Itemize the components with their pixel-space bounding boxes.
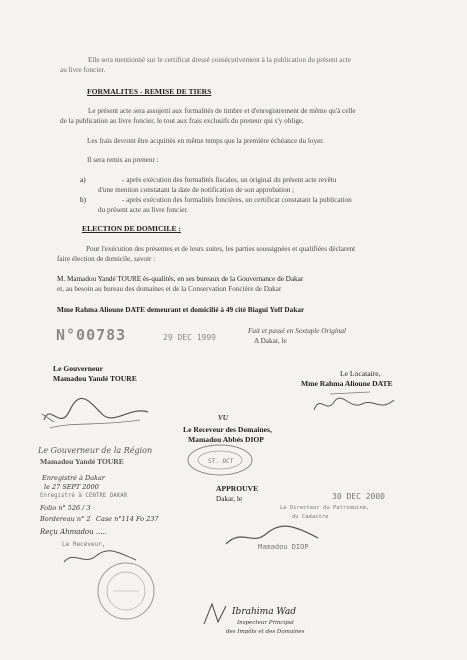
section-heading-formalites: FORMALITES - REMISE DE TIERS — [87, 87, 212, 96]
approuve-name: Mamadou DIOP — [258, 543, 309, 551]
text-line-intro-1: Elle sera mentionné sur le certificat dressé consécutivement à la publication du présent acte — [88, 56, 351, 64]
fait-passe-line: Fait et passé en Sextuple Original — [248, 327, 347, 335]
list-marker-b: b) — [80, 196, 86, 204]
governor-name: Mamadou Yandé TOURE — [53, 374, 137, 383]
governor-stamp-line-2: Mamadou Yandé TOURE — [40, 457, 124, 466]
text-line-e1: Pour l'exécution des présentes et de leurs suites, les parties soussignées et qualifiées déclarent — [86, 245, 356, 253]
enreg-line-8: Le Receveur, — [62, 541, 106, 548]
receveur-name: Mamadou Abbés DIOP — [188, 435, 264, 444]
governor-title: Le Gouverneur — [53, 364, 103, 373]
inspector-title-2: des Impôts et des Domaines — [226, 629, 305, 635]
text-line-a1: - après exécution des formalités fiscales, un original du présent acte revêtu — [122, 176, 337, 184]
text-line-b1: - après exécution des formalités foncières, un certificat constatant la publication — [122, 196, 352, 204]
inspector-signature: Ibrahima Wad — [232, 607, 297, 617]
locataire-signature-icon — [310, 390, 400, 420]
list-marker-a: a) — [80, 176, 86, 184]
locataire-title: Le Locataire, — [340, 369, 381, 378]
inspector-signature-icon — [200, 600, 240, 630]
approuve-label: APPROUVE — [216, 484, 259, 493]
enreg-line-4: Folio n° 526 / 3 — [40, 504, 91, 512]
enreg-line-2: le 27 SEPT 2000 — [44, 483, 99, 491]
approuve-stamp-line-2: du Cadastre — [292, 514, 329, 520]
inspector-title-1: Inspecteur Principal — [237, 620, 294, 626]
section-heading-election: ELECTION DE DOMICILE : — [82, 224, 181, 233]
receveur-stamp-text: ST. OCT — [208, 458, 234, 465]
date-stamp: 29 DEC 1999 — [163, 333, 216, 342]
approuve-date-stamp: 30 DEC 2000 — [332, 492, 385, 501]
text-line-intro-2: au livre foncier. — [60, 66, 106, 74]
enreg-line-1: Enregistré à Dakar — [42, 474, 106, 482]
text-line-p2a: Le présent acte sera assujetti aux formalités de timbre et d'enregistrement de même qu'à celle — [88, 107, 356, 115]
vu-label: VU — [218, 414, 228, 422]
text-line-a2: d'une mention constatant la date de notification de son approbation ; — [98, 186, 295, 194]
text-line-b2: du présent acte au livre foncier. — [98, 206, 189, 214]
approuve-stamp-line-1: Le Directeur du Patrimoine, — [280, 505, 370, 511]
text-line-p3: Les frais devront être acquittés en même temps que la première échéance du loyer. — [87, 137, 325, 145]
enreg-line-5: Bordereau n° 2 — [40, 515, 91, 523]
receveur-title: Le Receveur des Domaines, — [183, 425, 272, 434]
text-line-m3: Mme Rahma Alioune DATE demeurant et domicilié à 49 cité Biagui Yoff Dakar — [57, 305, 305, 314]
enreg-line-7: Reçu Ahmadou ..... — [40, 528, 107, 536]
text-line-m2: et, au besoin au bureau des domaines et de la Conservation Foncière de Dakar — [57, 285, 282, 293]
text-line-p4: Il sera remis au preneur : — [87, 156, 159, 164]
text-line-e2: faire élection de domicile, savoir : — [57, 255, 156, 263]
text-line-m1: M. Mamadou Yandé TOURE ès-qualités, en ses bureaux de la Gouvernance de Dakar — [57, 275, 304, 283]
governor-stamp-line-1: Le Gouverneur de la Région — [38, 446, 153, 455]
inspector-seal-icon — [95, 560, 157, 622]
locataire-name: Mme Rahma Alioune DATE — [301, 379, 393, 388]
governor-signature-icon — [40, 392, 160, 442]
text-line-p2b: de la publication au livre foncier, le tout aux frais exclusifs du preneur qui s'y oblige. — [60, 117, 304, 125]
enreg-line-6: Case n°114 Fo 237 — [96, 515, 159, 523]
registration-number-stamp: N°00783 — [56, 326, 127, 344]
enreg-line-3: Enregistré à CENTRE DAKAR — [40, 493, 128, 499]
a-dakar-line: A Dakar, le — [254, 337, 287, 345]
dakar-le-label: Dakar, le — [216, 495, 243, 503]
